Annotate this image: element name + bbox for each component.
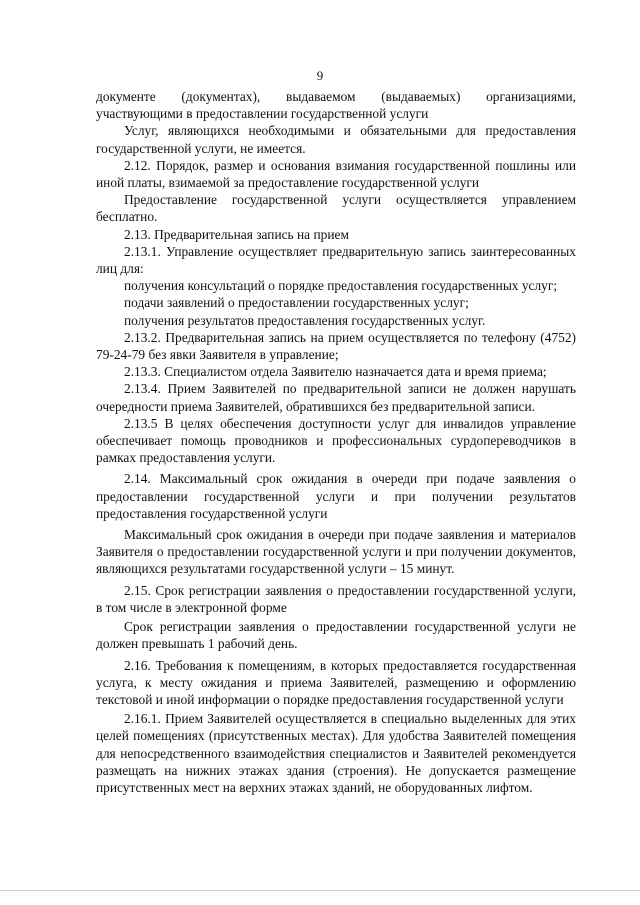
paragraph-free-of-charge: Предоставление государственной услуги осуществляется управлением бесплатно. bbox=[96, 192, 576, 225]
paragraph-2-16-1: 2.16.1. Прием Заявителей осуществляется в специально выделенных для этих целей помещениях (присутственных местах). Для удобства Заявителей помещения для непосредственного взаимодействия специалистов и Заявителей рекомендуется размещать на нижних этажах здания (строения). Не допускается размещение присутственных мест на верхних этажах зданий, не оборудованных лифтом. bbox=[96, 711, 576, 795]
paragraph-2-13-2: 2.13.2. Предварительная запись на прием осуществляется по телефону (4752) 79-24-79 без явки Заявителя в управление; bbox=[96, 329, 576, 363]
paragraph-no-services: Услуг, являющихся необходимыми и обязательными для предоставления государственной услуги, не имеется. bbox=[96, 123, 576, 156]
paragraph-continuation: документе (документах), выдаваемом (выдаваемых) организациями, участвующими в предоставлении государственной услуги bbox=[96, 89, 576, 122]
paragraph-waiting-time: Максимальный срок ожидания в очереди при подаче заявления и материалов Заявителя о предоставлении государственной услуги и при получении документов, являющихся результатами государственной услуги – 15 минут. bbox=[96, 527, 576, 577]
page-number: 9 bbox=[316, 68, 324, 83]
section-heading-2-12: 2.12. Порядок, размер и основания взимания государственной пошлины или иной платы, взимаемой за предоставление государственной услуги bbox=[96, 157, 576, 191]
paragraph-2-13-1: 2.13.1. Управление осуществляет предварительную запись заинтересованных лиц для: bbox=[96, 243, 576, 277]
section-heading-2-14: 2.14. Максимальный срок ожидания в очереди при подаче заявления о предоставлении государственной услуги и при получении результатов предоставления государственной услуги bbox=[96, 471, 576, 521]
paragraph-registration-time: Срок регистрации заявления о предоставлении государственной услуги не должен превышать 1 рабочий день. bbox=[96, 619, 576, 652]
scan-edge-line bbox=[0, 890, 640, 891]
section-heading-2-13: 2.13. Предварительная запись на прием bbox=[124, 226, 349, 242]
document-body bbox=[96, 88, 576, 796]
section-heading-2-15: 2.15. Срок регистрации заявления о предоставлении государственной услуги, в том числе в электронной форме bbox=[96, 582, 576, 615]
section-heading-2-16: 2.16. Требования к помещениям, в которых предоставляется государственная услуга, к месту ожидания и приема Заявителей, размещению и оформлению текстовой и иной информации о порядке предоставления государственной услуги bbox=[96, 657, 576, 707]
list-item-results: получения результатов предоставления государственных услуг. bbox=[124, 312, 486, 328]
paragraph-2-13-4: 2.13.4. Прием Заявителей по предварительной записи не должен нарушать очередности приема Заявителей, обратившихся без предварительной записи. bbox=[96, 381, 576, 414]
paragraph-2-13-5: 2.13.5 В целях обеспечения доступности услуг для инвалидов управление обеспечивает помощь проводников и профессиональных сурдопереводчиков в рамках предоставления услуги. bbox=[96, 415, 576, 466]
list-item-applications: подачи заявлений о предоставлении государственных услуг; bbox=[124, 295, 469, 311]
list-item-consultations: получения консультаций о порядке предоставления государственных услуг; bbox=[124, 278, 558, 294]
paragraph-2-13-3: 2.13.3. Специалистом отдела Заявителю назначается дата и время приема; bbox=[124, 364, 547, 380]
